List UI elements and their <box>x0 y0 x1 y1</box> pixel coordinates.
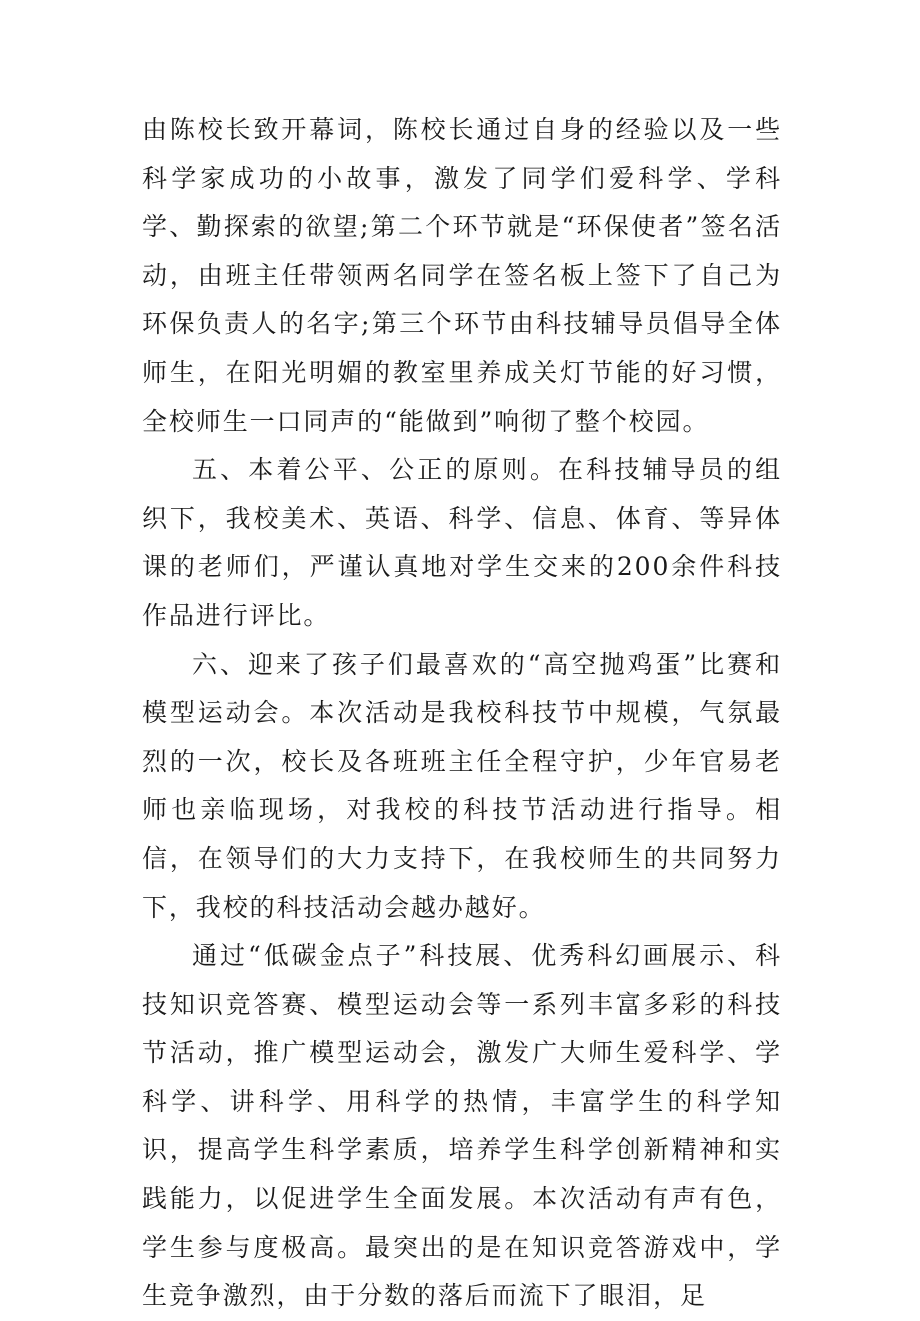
document-body <box>142 106 782 1321</box>
paragraph-summary: 通过“低碳金点子”科技展、优秀科幻画展示、科技知识竞答赛、模型运动会等一系列丰富多彩的科技节活动，推广模型运动会，激发广大师生爱科学、学科学、讲科学、用科学的热情，丰富学生的科学知识，提高学生科学素质，培养学生科学创新精神和实践能力，以促进学生全面发展。本次活动有声有色，学生参与度极高。最突出的是在知识竞答游戏中，学生竞争激烈，由于分数的落后而流下了眼泪，足 <box>142 941 782 1311</box>
paragraph-continuation: 由陈校长致开幕词，陈校长通过自身的经验以及一些科学家成功的小故事，激发了同学们爱科学、学科学、勤探索的欲望;第二个环节就是“环保使者”签名活动，由班主任带领两名同学在签名板上签下了自己为环保负责人的名字;第三个环节由科技辅导员倡导全体师生，在阳光明媚的教室里养成关灯节能的好习惯，全校师生一口同声的“能做到”响彻了整个校园。 <box>142 115 782 436</box>
paragraph-section-five: 五、本着公平、公正的原则。在科技辅导员的组织下，我校美术、英语、科学、信息、体育、等异体课的老师们，严谨认真地对学生交来的200余件科技作品进行评比。 <box>142 455 782 630</box>
paragraph-section-six: 六、迎来了孩子们最喜欢的“高空抛鸡蛋”比赛和模型运动会。本次活动是我校科技节中规模，气氛最烈的一次，校长及各班班主任全程守护，少年官易老师也亲临现场，对我校的科技节活动进行指导。相信，在领导们的大力支持下，在我校师生的共同努力下，我校的科技活动会越办越好。 <box>142 649 782 922</box>
